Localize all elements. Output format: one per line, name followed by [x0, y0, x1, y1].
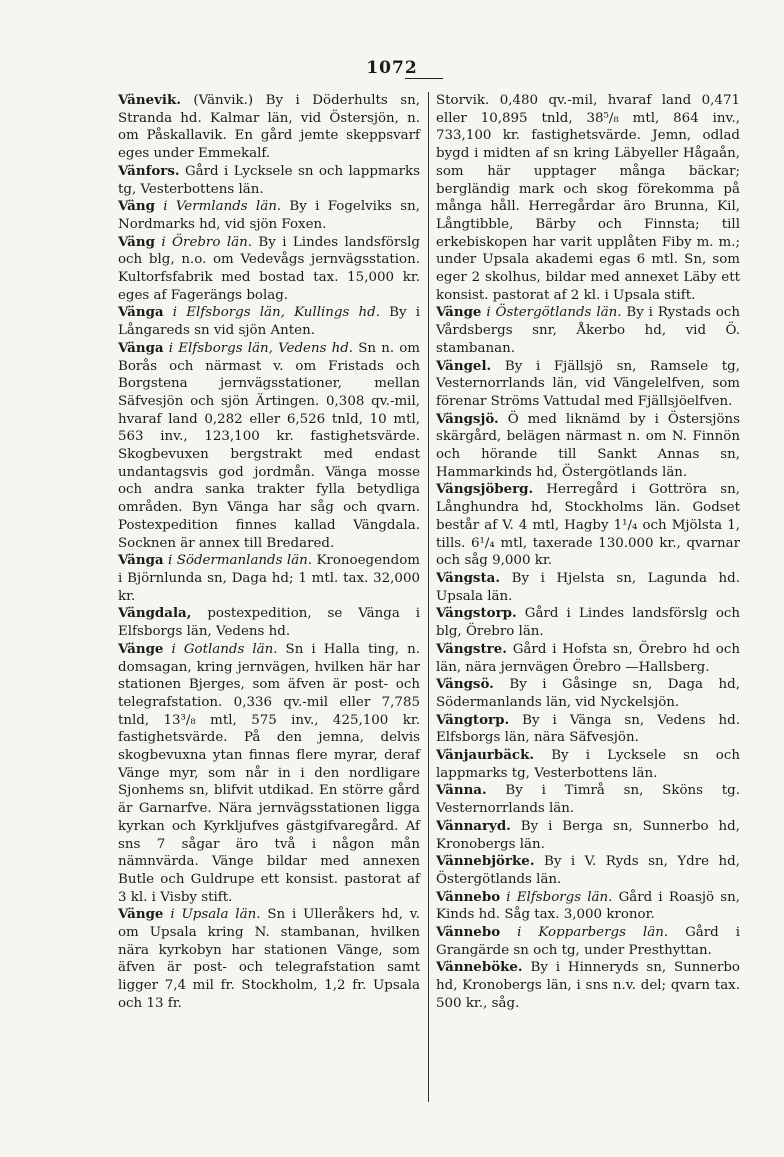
entry-headword: Vängtorp. [436, 711, 510, 728]
entry-text: Sn i Halla ting, n. domsagan, kring jernvägen, hvilken här har stationen Bjerges, som äfven är post- och telegrafstation. 0,336 qv.-mil eller 7,785 tnld, 13³/₈ mtl, 575 inv., 425,100 kr. fastighetsvärde. På den jemna, delvis skogbevuxna ytan finnas flere myrar, deraf Vänge myr, som når in i den nordligare Sjonhems sn, blifvit utdikad. En större gård är Garnarfve. Nära jernvägsstationen ligga kyrkan och Kyrkljufves gästgifvaregård. Af sns 7 sågar äro två i någon mån nämnvärda. Vänge bildar med annexen Butle och Guldrupe ett konsist. pastorat af 3 kl. i Visby stift. [118, 641, 420, 905]
entry-headword: Vängsta. [436, 569, 500, 586]
entry-text: By i Rystads och Vårdsbergs snr, Åkerbo hd, vid Ö. stambanan. [436, 305, 740, 356]
entry-text: By i V. Ryds sn, Ydre hd, Östergötlands län. [436, 854, 740, 887]
dictionary-entry [436, 924, 740, 959]
entry-headword: Vängel. [436, 357, 492, 374]
dictionary-entry [436, 92, 740, 304]
dictionary-entry [118, 552, 420, 605]
entry-text: By i Lycksele sn och lappmarks tg, Vesterbottens län. [436, 748, 740, 781]
entry-headword: Vännebjörke. [436, 853, 535, 870]
dictionary-entry [436, 481, 740, 570]
dictionary-entry [436, 747, 740, 782]
entry-text: By i Långareds sn vid sjön Anten. [118, 305, 420, 339]
dictionary-entry [436, 712, 740, 747]
dictionary-entry [118, 906, 420, 1012]
entry-headword: Vännaryd. [436, 817, 511, 834]
dictionary-entry [118, 163, 420, 198]
entry-headword: Vänge [118, 906, 164, 923]
entry-region: i Gotlands län. [171, 641, 278, 657]
entry-headword: Vänfors. [118, 162, 180, 179]
entry-text: Sn i Ulleråkers hd, v. om Upsala kring N. stambanan, hvilken nära kyrkobyn har stationen Vänge, som äfven är post- och telegrafstation samt ligger 7,4 mil fr. Stockholm, 1,2 fr. Upsala och 13 fr. [118, 907, 420, 1011]
entry-text: Gård i Grangärde sn och tg, under Presthyttan. [436, 925, 740, 958]
entry-region: i Örebro län. [161, 234, 252, 250]
dictionary-entry [436, 889, 740, 924]
entry-text: postexpedition, se Vänga i Elfsborgs län, Vedens hd. [118, 606, 420, 640]
dictionary-entry [118, 605, 420, 640]
entry-text: Ö med liknämd by i Östersjöns skärgård, belägen närmast n. om N. Finnön och hörande till Sankt Annas sn, Hammarkinds hd, Östergötlands län. [436, 411, 740, 480]
left-column [118, 92, 420, 1013]
entry-headword: Vännebo [436, 888, 501, 905]
entry-headword: Vänjaurbäck. [436, 747, 535, 764]
dictionary-entry [118, 198, 420, 233]
entry-headword: Väng [118, 233, 155, 250]
entry-headword: Vänga [118, 304, 164, 321]
dictionary-entry [436, 570, 740, 605]
dictionary-entry [118, 340, 420, 552]
entry-headword: Vänneböke. [436, 959, 523, 976]
entry-headword: Vänna. [436, 782, 487, 799]
entry-text: By i Lindes landsförslg och blg, n.o. om Vedevågs jernvägsstation. Kultorfsfabrik med bostad tax. 15,000 kr. eges af Fagerängs bolag. [118, 234, 420, 303]
entry-region: i Elfsborgs län, Vedens hd. [168, 340, 354, 356]
header-rule [405, 78, 443, 79]
entry-region: i Södermanlands län. [168, 553, 313, 569]
dictionary-entry [436, 358, 740, 411]
entry-headword: Vänga [118, 339, 164, 356]
entry-text: Gård i Roasjö sn, Kinds hd. Såg tax. 3,000 kronor. [436, 889, 740, 923]
entry-headword: Vänga [118, 552, 164, 569]
dictionary-entry [436, 605, 740, 640]
dictionary-entry [118, 234, 420, 305]
entry-text: Kronoegendom i Björnlunda sn, Daga hd; 1 mtl. tax. 32,000 kr. [118, 553, 420, 604]
entry-region: i Upsala län. [170, 907, 261, 923]
entry-region: i Vermlands län. [163, 199, 282, 215]
entry-text: By i Hinneryds sn, Sunnerbo hd, Kronobergs län, i sns n.v. del; qvarn tax. 500 kr., såg. [436, 960, 740, 1011]
entry-headword: Vänge [436, 304, 482, 321]
entry-text: By i Berga sn, Sunnerbo hd, Kronobergs län. [436, 818, 740, 852]
right-column [436, 92, 740, 1013]
entry-headword: Vängstre. [436, 640, 507, 657]
page-number: 1072 [366, 58, 418, 78]
dictionary-entry [436, 959, 740, 1012]
entry-region: i Elfsborgs län. [506, 889, 613, 905]
entry-text: Sn n. om Borås och närmast v. om Fristads och Borgstena jernvägsstationer, mellan Säfvesjön och sjön Ärtingen. 0,308 qv.-mil, hvaraf land 0,282 eller 6,526 tnld, 10 mtl, 563 inv., 123,100 kr. fastighetsvärde. Skogbevuxen bergstrakt med endast undantagsvis god jordmån. Vänga mosse och andra sanka trakter fylla betydliga områden. Byn Vänga har såg och qvarn. Postexpedition finnes kallad Vängdala. Socknen är annex till Bredared. [118, 340, 420, 551]
entry-headword: Vängsö. [436, 676, 494, 693]
dictionary-entry [118, 92, 420, 163]
entry-text: Gård i Lycksele sn och lappmarks tg, Vesterbottens län. [118, 163, 420, 197]
entry-headword: Vängsjö. [436, 410, 499, 427]
entry-text: By i Fogelviks sn, Nordmarks hd, vid sjön Foxen. [118, 199, 420, 232]
dictionary-entry [436, 411, 740, 482]
entry-text: By i Vänga sn, Vedens hd. Elfsborgs län, nära Säfvesjön. [436, 712, 740, 746]
entry-headword: Vängsjöberg. [436, 481, 534, 498]
entry-region: i Elfsborgs län, Kullings hd. [172, 305, 380, 321]
entry-text: By i Timrå sn, Sköns tg. Vesternorrlands län. [436, 783, 740, 817]
dictionary-entry [436, 304, 740, 357]
entry-headword: Vängdala, [118, 605, 192, 622]
dictionary-entry [118, 641, 420, 907]
entry-headword: Vänge [118, 640, 164, 657]
entry-text: Gård i Lindes landsförslg och blg, Örebro län. [436, 606, 741, 640]
entry-text: By i Fjällsjö sn, Ramsele tg, Vesternorrlands län, vid Vängelelfven, som förenar Ströms Vattudal med Fjällsjöelfven. [436, 358, 740, 409]
entry-text: Gård i Hofsta sn, Örebro hd och län, nära jernvägen Örebro —Hallsberg. [436, 641, 740, 675]
dictionary-entry [436, 782, 740, 817]
entry-region: i Kopparbergs län. [517, 925, 669, 941]
entry-headword: Vängstorp. [436, 605, 517, 622]
column-divider [428, 92, 429, 1102]
dictionary-entry [436, 641, 740, 676]
dictionary-entry [436, 676, 740, 711]
entry-text: Storvik. 0,480 qv.-mil, hvaraf land 0,471 eller 10,895 tnld, 38⁵/₈ mtl, 864 inv., 733,100 kr. fastighetsvärde. Jemn, odlad bygd i midten af sn kring Läbyeller Hågaån, som här upptager många bäckar; bergländig mark och skog förekomma på många håll. Herregårdar äro Brunna, Kil, Långtibble, Bärby och Finnsta; till erkebiskopen har varit upplåten Fiby m. m.; under Upsala akademi egas 6 mtl. Sn, som eger 2 skolhus, bildar med annexet Läby ett konsist. pastorat af 2 kl. i Upsala stift. [436, 93, 740, 303]
entry-text: By i Hjelsta sn, Lagunda hd. Upsala län. [436, 570, 741, 604]
dictionary-entry [436, 818, 740, 853]
entry-headword: Väng [118, 198, 155, 215]
entry-text: By i Gåsinge sn, Daga hd, Södermanlands län, vid Nyckelsjön. [436, 677, 741, 710]
entry-headword: Vännebo [436, 924, 501, 941]
entry-text: (Vänvik.) By i Döderhults sn, Stranda hd. Kalmar län, vid Östersjön, n. om Påskallavik. En gård jemte skeppsvarf eges under Emmekalf. [118, 93, 420, 162]
dictionary-entry [118, 304, 420, 339]
entry-text: Herregård i Gottröra sn, Långhundra hd, Stockholms län. Godset består af V. 4 mtl, Hagby 1¹/₄ och Mjölsta 1, tills. 6¹/₄ mtl, taxerade 130.000 kr., qvarnar och såg 9,000 kr. [436, 482, 741, 569]
dictionary-entry [436, 853, 740, 888]
entry-region: i Östergötlands län. [486, 305, 622, 321]
entry-headword: Vänevik. [118, 92, 181, 108]
